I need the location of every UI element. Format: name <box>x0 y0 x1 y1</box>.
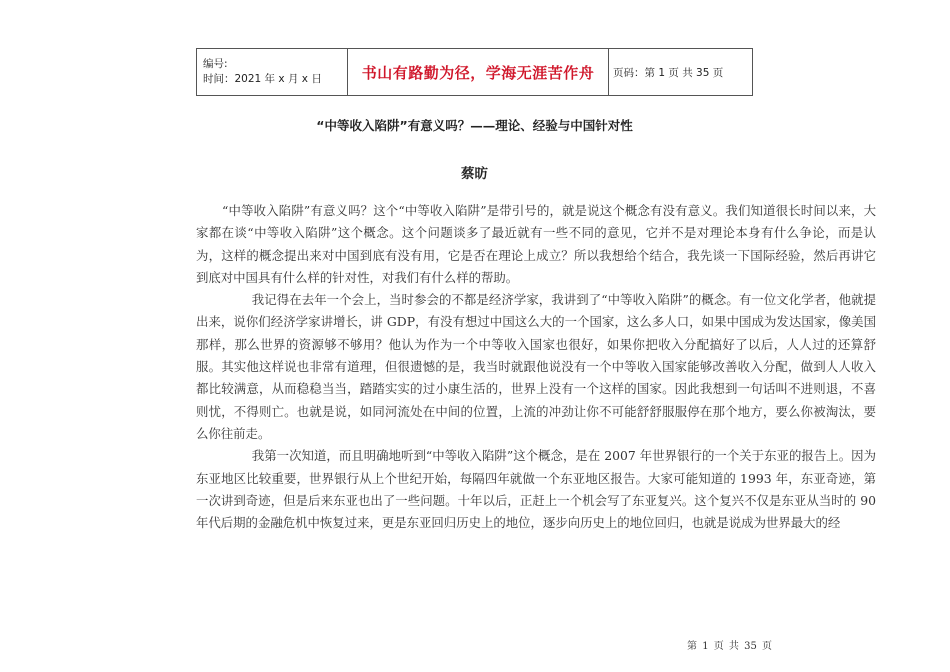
document-number-label: 编号: <box>203 58 228 70</box>
body-paragraph: 我记得在去年一个会上，当时参会的不都是经济学家，我讲到了“中等收入陷阱”的概念。有一位文化学者，他就提出来，说你们经济学家讲增长，讲 GDP，有没有想过中国这么大的一个国家，这么多人口，如果中国成为发达国家，像美国那样，那么世界的资源够不够用？他认为作为一个中等收入国家也很好，如果你把收入分配搞好了以后，人人过的还算舒服。其实他这样说也非常有道理，但很遗憾的是，我当时就跟他说没有一个中等收入国家能够改善收入分配，做到人人收入都比较满意，从而稳稳当当，踏踏实实的过小康生活的，世界上没有一个这样的国家。因此我想到一句话叫不进则退，不喜则忧，不得则亡。也就是说，如同河流处在中间的位置，上流的冲劲让你不可能舒舒服服停在那个地方，要么你被淘汰，要么你往前走。 <box>196 292 876 441</box>
body-paragraph: “中等收入陷阱”有意义吗？这个“中等收入陷阱”是带引号的，就是说这个概念有没有意义。我们知道很长时间以来，大家都在谈“中等收入陷阱”这个概念。这个问题谈多了最近就有一些不同的意见，它并不是对理论本身有什么争论，而是认为，这样的概念提出来对中国到底有没有用，它是否在理论上成立？所以我想给个结合，我先谈一下国际经验，然后再讲它到底对中国具有什么样的针对性，对我们有什么样的帮助。 <box>196 203 876 285</box>
body-paragraph: 我第一次知道，而且明确地听到“中等收入陷阱”这个概念，是在 2007 年世界银行的一个关于东亚的报告上。因为东亚地区比较重要，世界银行从上个世纪开始，每隔四年就做一个东亚地区报告。大家可能知道的 1993 年，东亚奇迹，第一次讲到奇迹，但是后来东亚也出了一些问题。十年以后，正赶上一个机会写了东亚复兴。这个复兴不仅是东亚从当时的 90 年代后期的金融危机中恢复过来，更是东亚回归历史上的地位，逐步向历史上的地位回归，也就是说成为世界最大的经 <box>196 448 876 531</box>
header-table <box>196 48 753 96</box>
document-body <box>196 200 876 534</box>
header-page-info: 页码：第 1 页 共 35 页 <box>609 49 753 96</box>
document-author: 蔡昉 <box>461 166 488 182</box>
page-footer: 第 1 页 共 35 页 <box>687 641 772 652</box>
document-date: 时间：2021 年 x 月 x 日 <box>203 73 322 85</box>
header-meta-cell <box>197 49 348 96</box>
header-motto: 书山有路勤为径，学海无涯苦作舟 <box>348 49 609 96</box>
document-title: “中等收入陷阱”有意义吗？——理论、经验与中国针对性 <box>316 118 633 133</box>
